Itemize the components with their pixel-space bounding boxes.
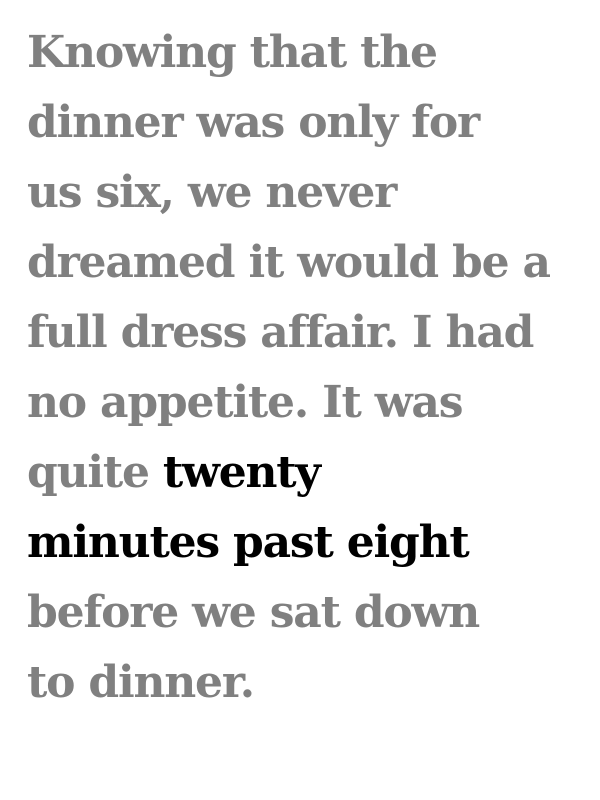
passage-line-1: Knowing that the xyxy=(27,27,437,78)
passage-line-5: full dress affair. I had xyxy=(27,307,534,358)
passage-line-7 xyxy=(27,438,587,508)
passage-line-2: dinner was only for xyxy=(27,97,480,148)
passage-line-6: no appetite. It was xyxy=(27,377,463,428)
text-passage xyxy=(27,18,587,718)
passage-line-3: us six, we never xyxy=(27,167,397,218)
passage-line-10: to dinner. xyxy=(27,657,254,708)
highlighted-phrase-part-2: minutes past eight xyxy=(27,517,469,568)
highlighted-phrase-part-1: twenty xyxy=(162,447,320,498)
passage-line-7-plain: quite xyxy=(27,447,163,498)
passage-line-4: dreamed it would be a xyxy=(27,237,550,288)
passage-line-9: before we sat down xyxy=(27,587,480,638)
